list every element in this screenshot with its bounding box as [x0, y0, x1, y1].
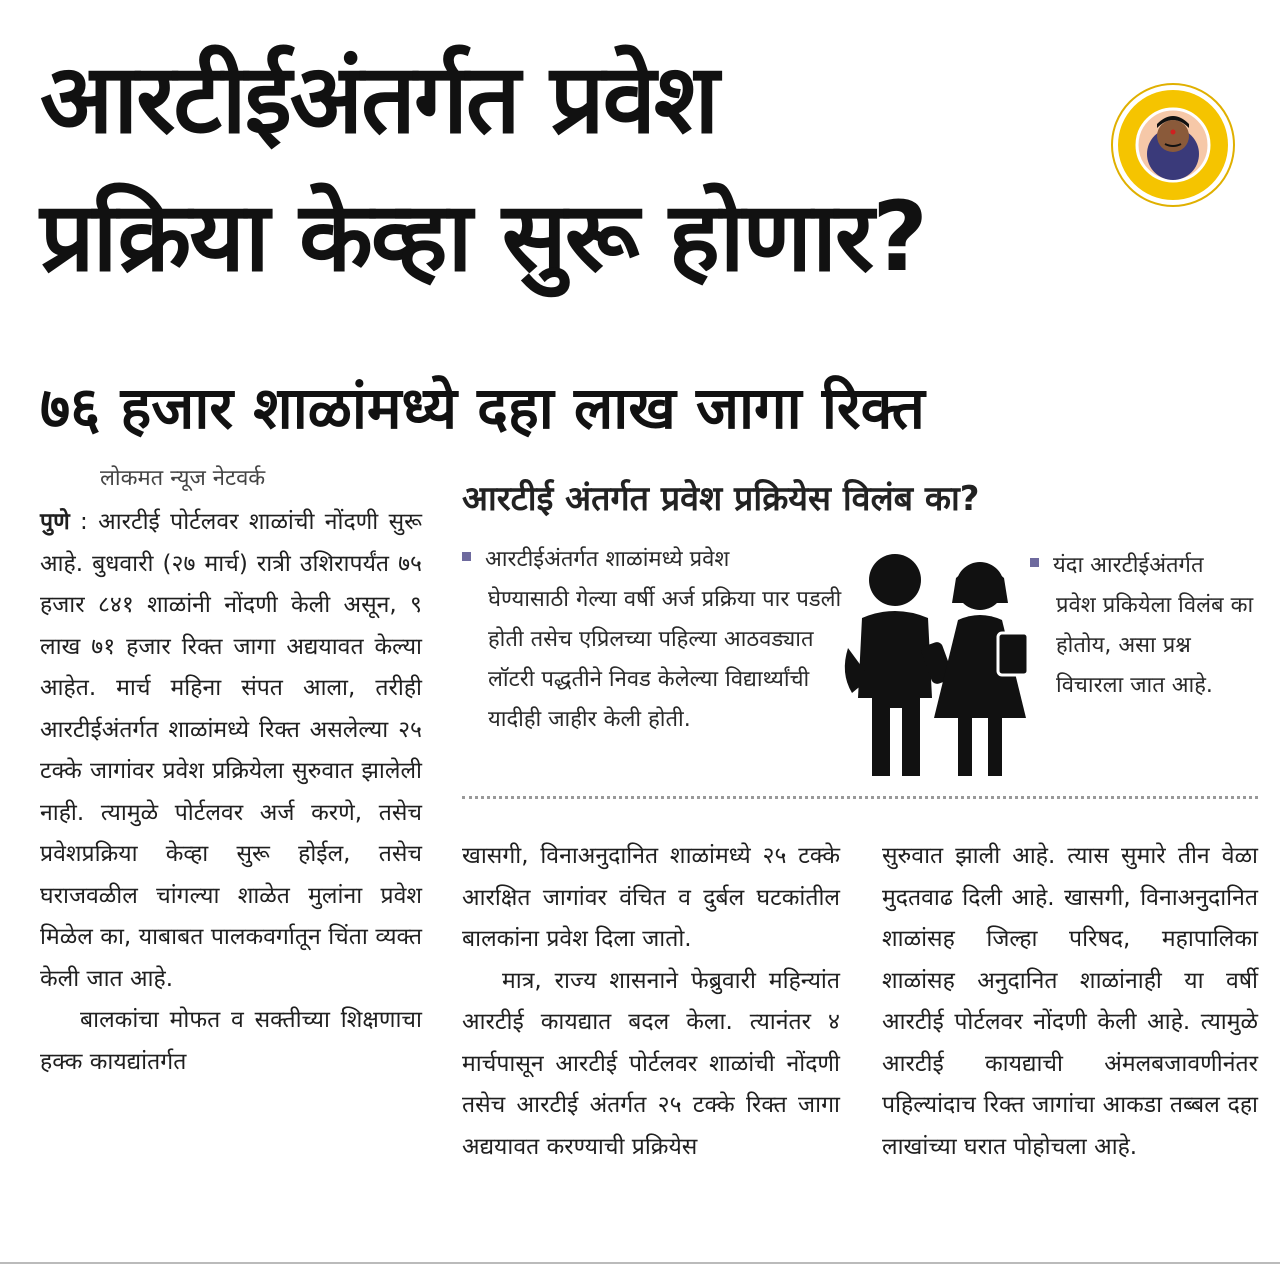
sidebar-bullet-1-line-1: आरटीईअंतर्गत शाळांमध्ये प्रवेश	[485, 547, 730, 572]
sidebar-bullet-2-line-1: यंदा आरटीईअंतर्गत	[1053, 553, 1204, 578]
sidebar-bullet-2-rest: प्रवेश प्रकियेला विलंब का होतोय, असा प्रश्न विचारला जात आहे.	[1056, 593, 1254, 698]
headline-line-1: आरटीईअंतर्गत प्रवेश	[40, 43, 718, 155]
profile-badge-seal	[1110, 82, 1236, 208]
sidebar-title: आरटीई अंतर्गत प्रवेश प्रक्रियेस विलंब का?	[462, 479, 980, 519]
column-1-paragraph-2: बालकांचा मोफत व सक्तीच्या शिक्षणाचा हक्क कायद्यांतर्गत	[40, 1007, 422, 1075]
column-2-paragraph-1: खासगी, विनाअनुदानित शाळांमध्ये २५ टक्के आरक्षित जागांवर वंचित व दुर्बल घटकांतील बालकांना प्रवेश दिला जातो.	[462, 843, 840, 952]
column-2-paragraph-2: मात्र, राज्य शासनाने फेब्रुवारी महिन्यांत आरटीई कायद्यात बदल केला. त्यानंतर ४ मार्चपासून आरटीई पोर्टलवर शाळांची नोंदणी तसेच आरटीई अंतर्गत २५ टक्के रिक्त जागा अद्ययावत करण्याची प्रक्रियेस	[462, 967, 840, 1160]
section-divider	[462, 796, 1258, 799]
article-column-1	[40, 502, 422, 1083]
bullet-square-icon	[462, 552, 471, 561]
sidebar-bullet-2	[1030, 546, 1260, 706]
dateline: पुणे	[40, 509, 70, 535]
students-icon	[840, 548, 1040, 778]
students-illustration	[840, 548, 1040, 778]
bullet-square-icon	[1030, 558, 1039, 567]
sidebar-bullet-1	[462, 540, 862, 740]
column-1-text-1: : आरटीई पोर्टलवर शाळांची नोंदणी सुरू आहे. बुधवारी (२७ मार्च) रात्री उशिरापर्यंत ७५ हजार ८४१ शाळांनी नोंदणी केली असून, ९ लाख ७१ हजार रिक्त जागा अद्ययावत केल्या आहेत. मार्च महिना संपत आला, तरीही आरटीईअंतर्गत शाळांमध्ये रिक्त असलेल्या २५ टक्के जागांवर प्रवेश प्रक्रियेला सुरुवात झालेली नाही. त्यामुळे पोर्टलवर अर्ज करणे, तसेच प्रवेशप्रक्रिया केव्हा सुरू होईल, तसेच घराजवळील चांगल्या शाळेत मुलांना प्रवेश मिळेल का, याबाबत पालकवर्गातून चिंता व्यक्त केली जात आहे.	[40, 509, 422, 992]
profile-badge	[1110, 82, 1236, 208]
page-bottom-rule	[0, 1262, 1280, 1264]
sidebar-bullet-1-rest: घेण्यासाठी गेल्या वर्षी अर्ज प्रक्रिया पार पडली होती तसेच एप्रिलच्या पहिल्या आठवड्यात लॉटरी पद्धतीने निवड केलेल्या विद्यार्थ्यांची यादीही जाहीर केली होती.	[488, 587, 842, 732]
headline-line-2: प्रक्रिया केव्हा सुरू होणार?	[40, 181, 926, 293]
column-1-paragraph-1	[40, 502, 422, 1000]
column-3-paragraph-1: सुरुवात झाली आहे. त्यास सुमारे तीन वेळा मुदतवाढ दिली आहे. खासगी, विनाअनुदानित शाळांसह जिल्हा परिषद, महापालिका शाळांसह अनुदानित शाळांनाही या वर्षी आरटीई पोर्टलवर नोंदणी केली आहे. त्यामुळे आरटीई कायद्याची अंमलबजावणीनंतर पहिल्यांदाच रिक्त जागांचा आकडा तब्बल दहा लाखांच्या घरात पोहोचला आहे.	[882, 843, 1258, 1160]
article-column-2	[462, 836, 840, 1168]
article-column-3	[882, 836, 1258, 1168]
byline: लोकमत न्यूज नेटवर्क	[100, 466, 266, 491]
subheadline: ७६ हजार शाळांमध्ये दहा लाख जागा रिक्त	[40, 374, 925, 442]
headline	[40, 30, 1120, 306]
